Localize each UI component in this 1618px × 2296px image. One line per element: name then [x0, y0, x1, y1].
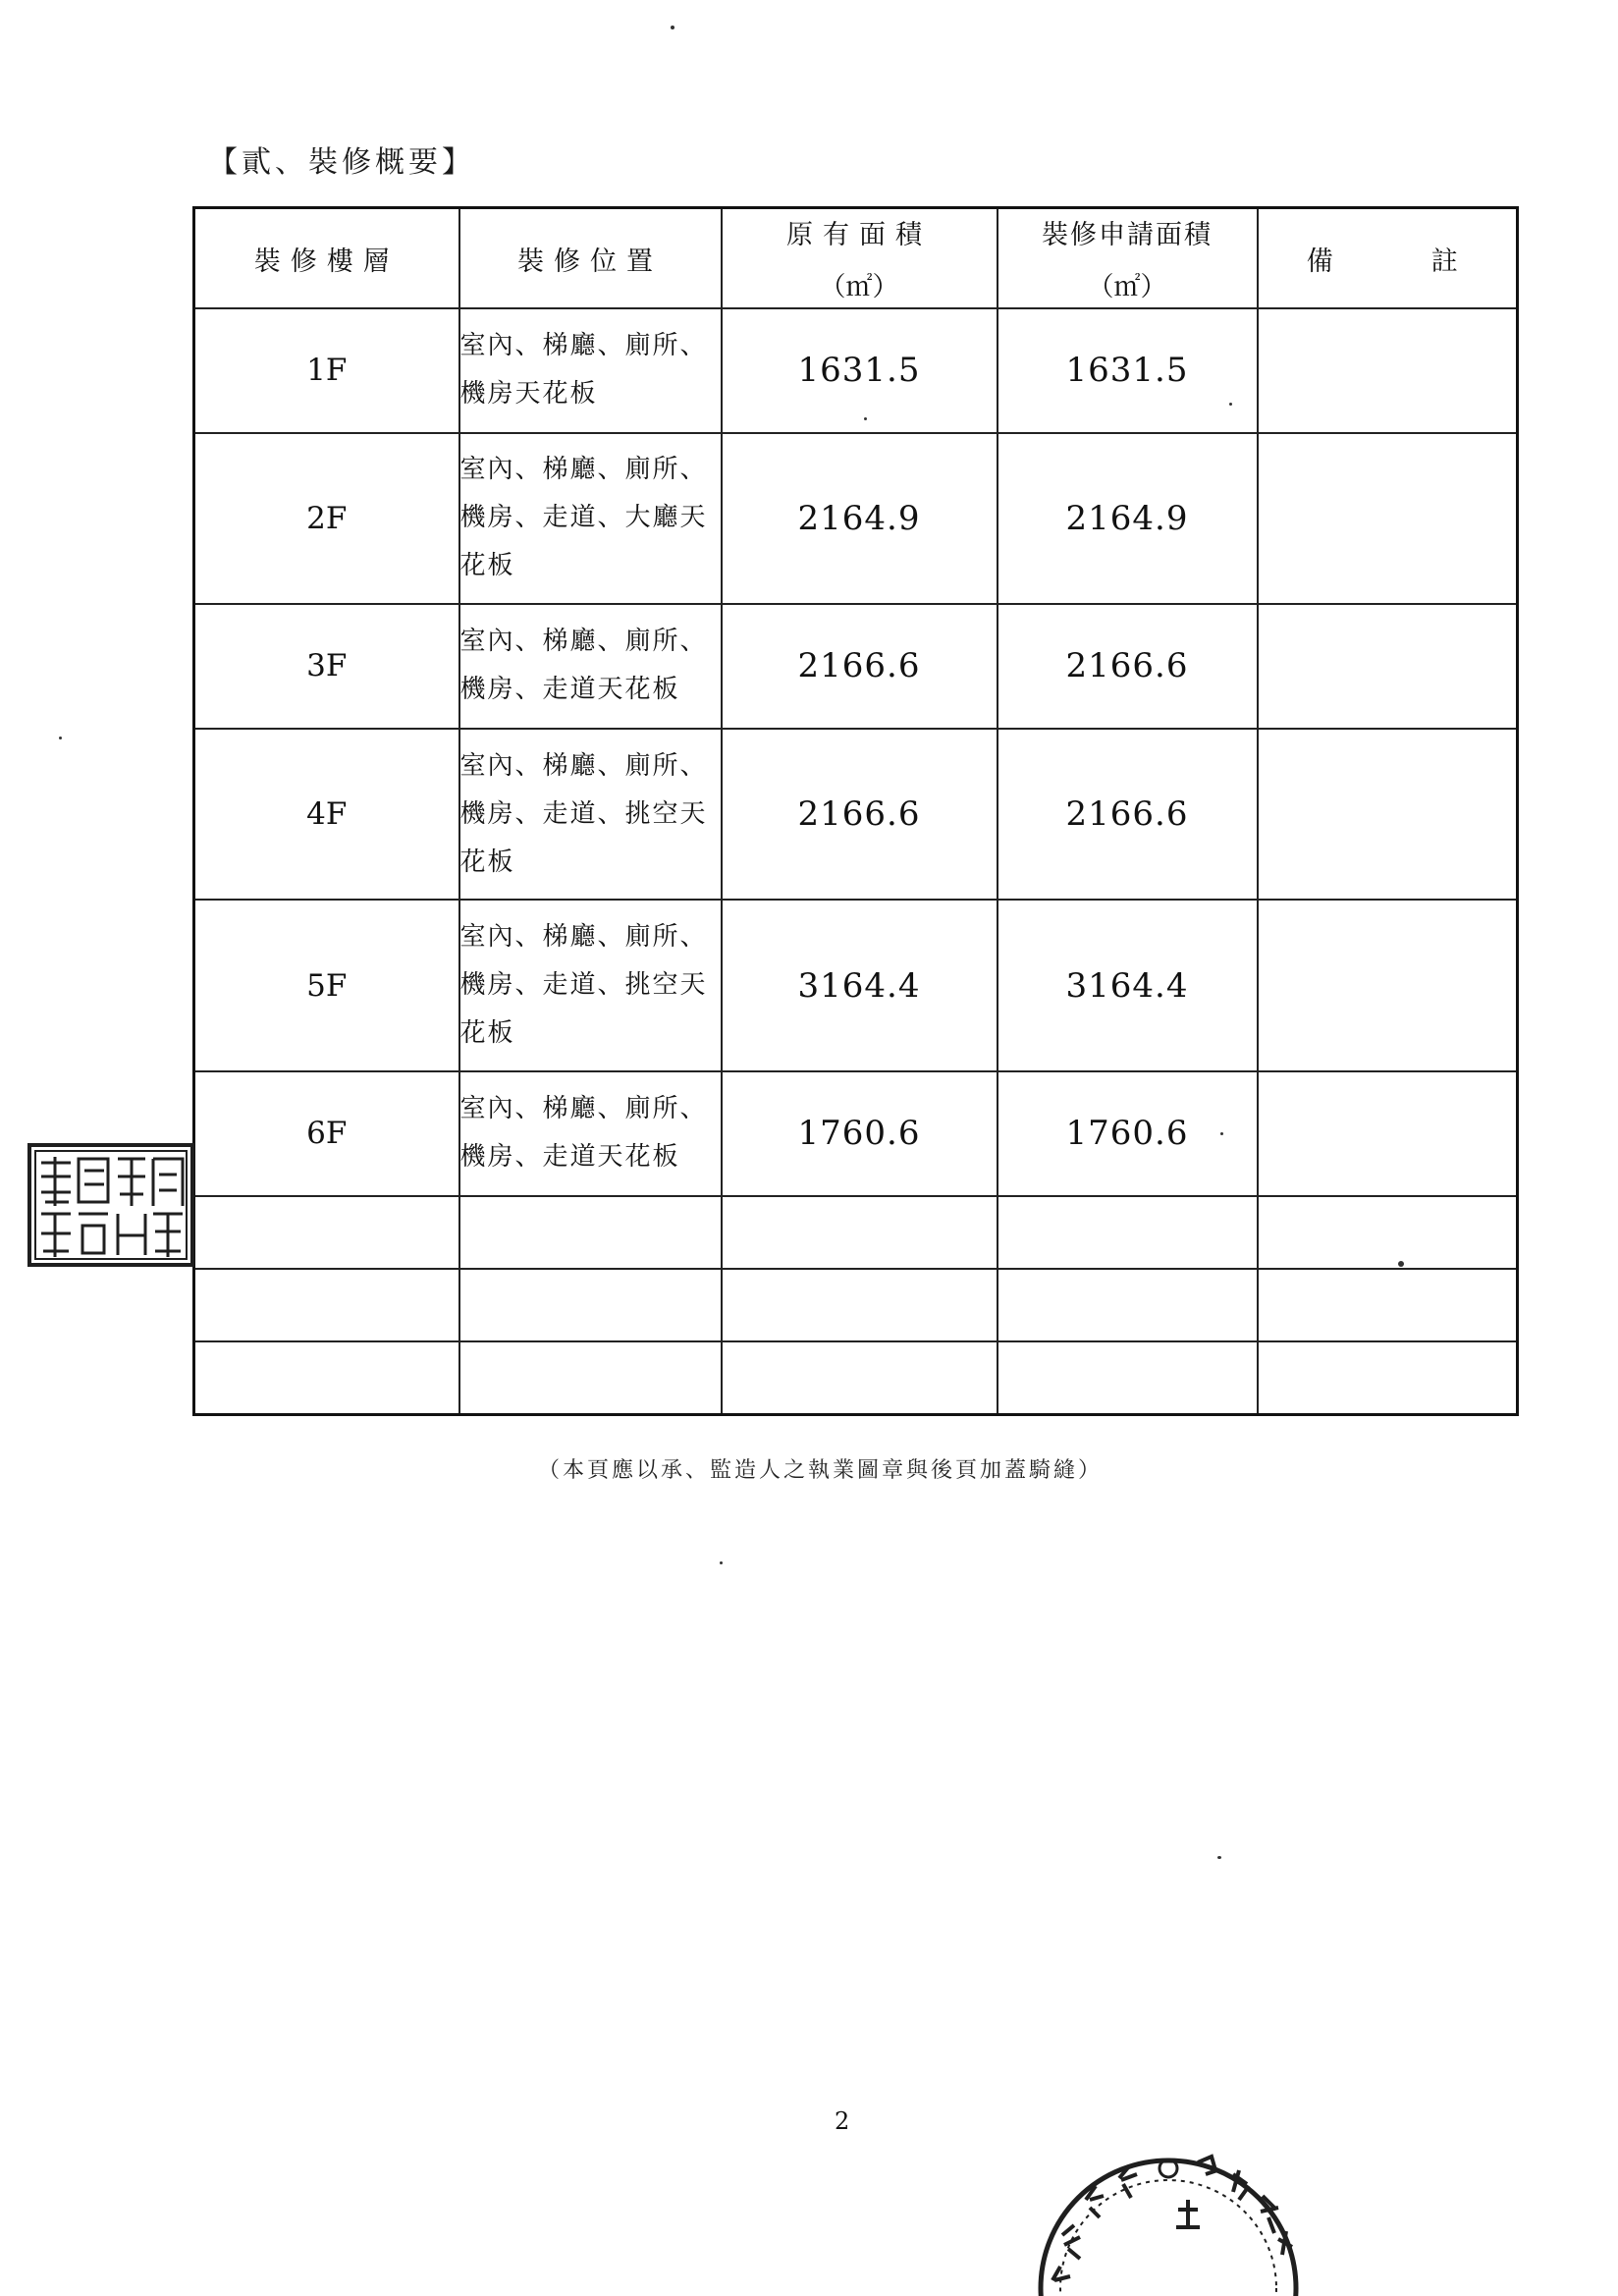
table-row [194, 1071, 1518, 1196]
table-row [194, 604, 1518, 729]
location-cell: 室內、梯廳、廁所、機房、走道、挑空天花板 [459, 900, 722, 1071]
original-area-cell: 1631.5 [722, 308, 998, 433]
table-row [194, 729, 1518, 901]
section-title: 【貳、裝修概要】 [208, 145, 475, 180]
note-cell [1258, 900, 1518, 1071]
table-row-empty [194, 1341, 1518, 1414]
scan-speck [59, 737, 62, 739]
original-area-cell: 2164.9 [722, 433, 998, 605]
applied-area-cell: 3164.4 [998, 900, 1258, 1071]
header-applied-area-label: 裝修申請面積 [1042, 220, 1213, 250]
floor-cell: 1F [194, 308, 459, 433]
table-row [194, 433, 1518, 605]
header-note-char-1: 備 [1306, 246, 1343, 277]
table-row-empty [194, 1269, 1518, 1341]
applied-area-cell: 1631.5 [998, 308, 1258, 433]
applied-area-cell: 2166.6 [998, 604, 1258, 729]
header-location: 裝修位置 [459, 208, 722, 309]
header-original-area-label: 原有面積 [786, 220, 932, 250]
square-seal-stamp [27, 1143, 194, 1271]
applied-area-cell: 1760.6 [998, 1071, 1258, 1196]
location-cell: 室內、梯廳、廁所、機房、走道、挑空天花板 [459, 729, 722, 901]
header-floor: 裝修樓層 [194, 208, 459, 309]
location-cell: 室內、梯廳、廁所、機房天花板 [459, 308, 722, 433]
original-area-cell: 2166.6 [722, 604, 998, 729]
header-original-area [722, 208, 998, 309]
table-header-row [194, 208, 1518, 309]
note-cell [1258, 1071, 1518, 1196]
note-cell [1258, 729, 1518, 901]
floor-cell: 6F [194, 1071, 459, 1196]
original-area-cell: 3164.4 [722, 900, 998, 1071]
scan-speck [671, 26, 674, 29]
page-number: 2 [835, 2107, 850, 2135]
note-cell [1258, 433, 1518, 605]
applied-area-cell: 2164.9 [998, 433, 1258, 605]
location-cell: 室內、梯廳、廁所、機房、走道天花板 [459, 1071, 722, 1196]
scan-speck [1217, 1856, 1221, 1859]
scan-speck [1220, 1132, 1223, 1135]
floor-cell: 3F [194, 604, 459, 729]
floor-cell: 5F [194, 900, 459, 1071]
scan-speck [864, 417, 867, 420]
table-row [194, 900, 1518, 1071]
round-stamp [1021, 2102, 1316, 2296]
header-note [1258, 208, 1518, 309]
header-applied-area-unit: （㎡） [1087, 272, 1167, 302]
table-row-empty [194, 1196, 1518, 1269]
floor-cell: 2F [194, 433, 459, 605]
location-cell: 室內、梯廳、廁所、機房、走道天花板 [459, 604, 722, 729]
note-cell [1258, 308, 1518, 433]
applied-area-cell: 2166.6 [998, 729, 1258, 901]
floor-cell: 4F [194, 729, 459, 901]
header-original-area-unit: （㎡） [819, 272, 899, 302]
scan-speck [1398, 1261, 1404, 1267]
table-row [194, 308, 1518, 433]
header-note-char-2: 註 [1430, 246, 1468, 277]
footnote: （本頁應以承、監造人之執業圖章與後頁加蓋騎縫） [538, 1458, 1104, 1483]
scan-speck [720, 1561, 723, 1564]
scan-speck [1229, 403, 1232, 406]
renovation-summary-table [192, 206, 1519, 1416]
header-applied-area [998, 208, 1258, 309]
note-cell [1258, 604, 1518, 729]
original-area-cell: 2166.6 [722, 729, 998, 901]
original-area-cell: 1760.6 [722, 1071, 998, 1196]
location-cell: 室內、梯廳、廁所、機房、走道、大廳天花板 [459, 433, 722, 605]
